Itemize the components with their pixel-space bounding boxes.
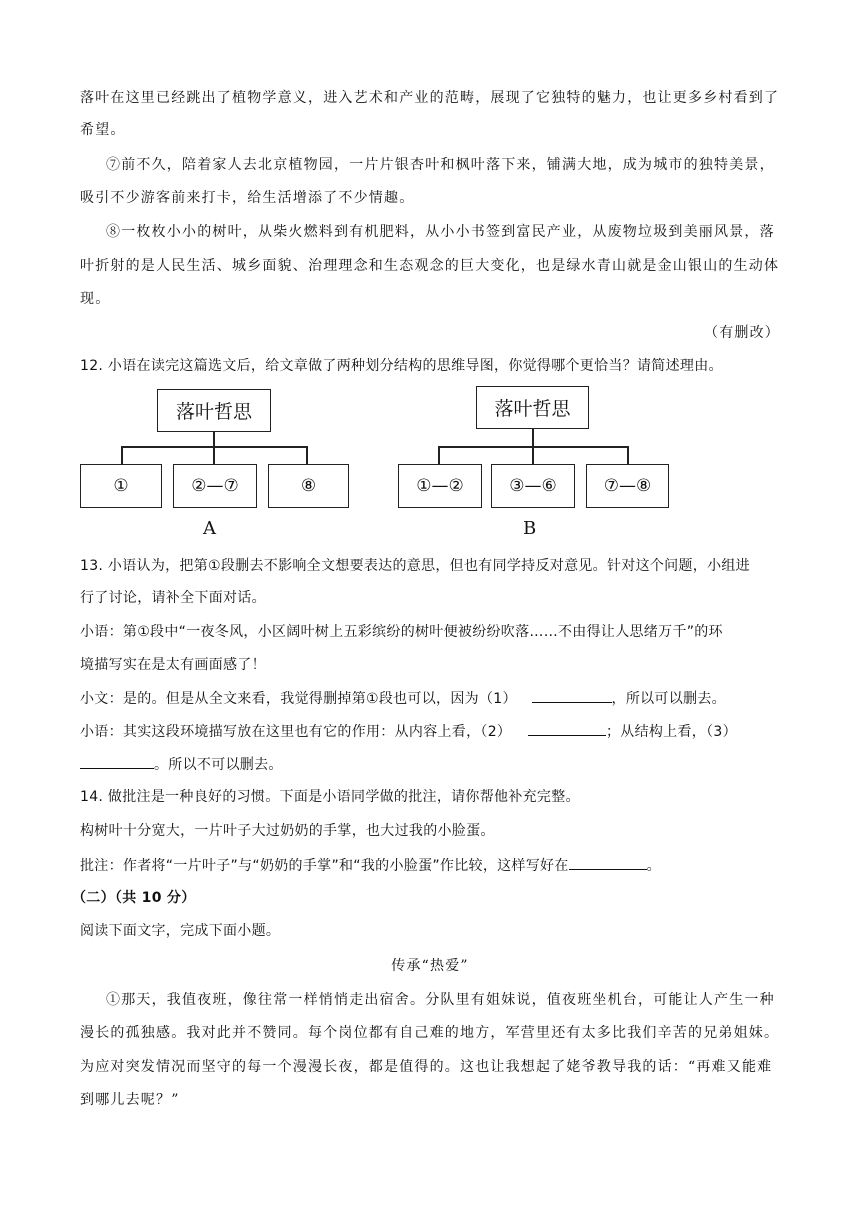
- connector-line: [438, 446, 440, 464]
- annotation-text: 批注：作者将“一片叶子”与“奶奶的手掌”和“我的小脸蛋”作比较，这样写好在: [80, 858, 569, 874]
- mind-map-a-cell: ②—⑦: [173, 464, 257, 508]
- dialogue-line: [80, 721, 737, 742]
- answer-blank-2[interactable]: [528, 721, 606, 736]
- article-paragraph-line: 为应对突发情况而坚守的每一个漫漫长夜，都是值得的。这也让我想起了姥爷教导我的话：“再难又能难: [80, 1059, 773, 1075]
- answer-blank-4[interactable]: [569, 855, 647, 870]
- article-title: 传承“热爱”: [391, 958, 469, 974]
- dialogue-line: 境描写实在是太有画面感了！: [80, 657, 266, 673]
- mind-map-a-cell: ⑧: [268, 464, 349, 508]
- section-instruction: 阅读下面文字，完成下面小题。: [80, 923, 281, 939]
- question-12: 12. 小语在读完这篇选文后，给文章做了两种划分结构的思维导图，你觉得哪个更恰当？请简述理由。: [80, 358, 723, 374]
- connector-line: [532, 446, 534, 464]
- annotation-text: 。: [646, 858, 661, 874]
- mind-map-b-cell: ①—②: [398, 464, 482, 508]
- dialogue-line: 小语：第①段中“一夜冬风，小区阔叶树上五彩缤纷的树叶便被纷纷吹落……不由得让人思绪万千”的环: [80, 624, 723, 640]
- question-14: 14. 做批注是一种良好的习惯。下面是小语同学做的批注，请你帮他补充完整。: [80, 789, 580, 805]
- section-heading: （二）（共 10 分）: [72, 890, 196, 906]
- answer-blank-3[interactable]: [80, 754, 154, 769]
- mind-map-a-label: A: [203, 518, 216, 539]
- dialogue-text: 。所以不可以删去。: [154, 757, 283, 773]
- dialogue-text: 小语：其实这段环境描写放在这里也有它的作用：从内容上看，（2）: [80, 724, 512, 740]
- dialogue-text: ；从结构上看，（3）: [605, 724, 737, 740]
- passage-line: 希望。: [80, 122, 126, 138]
- article-paragraph-line: 漫长的孤独感。我对此并不赞同。每个岗位都有自己难的地方，军营里还有太多比我们辛苦的兄弟姐妹。: [80, 1025, 780, 1041]
- article-paragraph-line: 到哪儿去呢？”: [80, 1092, 180, 1108]
- mind-map-b-cell: ⑦—⑧: [586, 464, 669, 508]
- connector-line: [306, 446, 308, 464]
- mind-map-a-title: 落叶哲思: [157, 389, 271, 432]
- connector-line: [627, 446, 629, 464]
- passage-line: 落叶在这里已经跳出了植物学意义，进入艺术和产业的范畴，展现了它独特的魅力，也让更多乡村看到了: [80, 90, 780, 106]
- question-13: 13. 小语认为，把第①段删去不影响全文想要表达的意思，但也有同学持反对意见。针对这个问题，小组进: [80, 558, 750, 574]
- paragraph-8-line: ⑧一枚枚小小的树叶，从柴火燃料到有机肥料，从小小书签到富民产业，从废物垃圾到美丽风景，落: [106, 224, 775, 240]
- dialogue-text: ，所以可以删去。: [611, 691, 726, 707]
- question-13-line: 行了讨论，请补全下面对话。: [80, 590, 266, 606]
- article-paragraph-line: ①那天，我值夜班，像往常一样悄悄走出宿舍。分队里有姐妹说，值夜班坐机台，可能让人产生一种: [106, 992, 775, 1008]
- mind-map-a-cell: ①: [80, 464, 162, 508]
- paragraph-7-line: ⑦前不久，陪着家人去北京植物园，一片片银杏叶和枫叶落下来，铺满大地，成为城市的独特美景，: [106, 157, 775, 173]
- annotation-line: [80, 855, 661, 876]
- connector-line: [213, 432, 215, 446]
- dialogue-line: [80, 688, 726, 709]
- dialogue-text: 小文：是的。但是从全文来看，我觉得删掉第①段也可以，因为（1）: [80, 691, 517, 707]
- connector-line: [532, 429, 534, 446]
- answer-blank-1[interactable]: [532, 688, 612, 703]
- paragraph-7-line: 吸引不少游客前来打卡，给生活增添了不少情趣。: [80, 190, 415, 206]
- source-note: （有删改）: [704, 325, 780, 341]
- mind-map-b-cell: ③—⑥: [491, 464, 575, 508]
- quoted-sentence: 构树叶十分宽大，一片叶子大过奶奶的手掌，也大过我的小脸蛋。: [80, 823, 495, 839]
- paragraph-8-line: 叶折射的是人民生活、城乡面貌、治理理念和生态观念的巨大变化，也是绿水青山就是金山银山的生动体: [80, 258, 780, 274]
- mind-map-b-title: 落叶哲思: [476, 386, 589, 429]
- connector-line: [121, 446, 123, 464]
- mind-map-b-label: B: [523, 518, 537, 539]
- paragraph-8-line: 现。: [80, 291, 111, 307]
- connector-line: [213, 446, 215, 464]
- dialogue-line: [80, 754, 283, 775]
